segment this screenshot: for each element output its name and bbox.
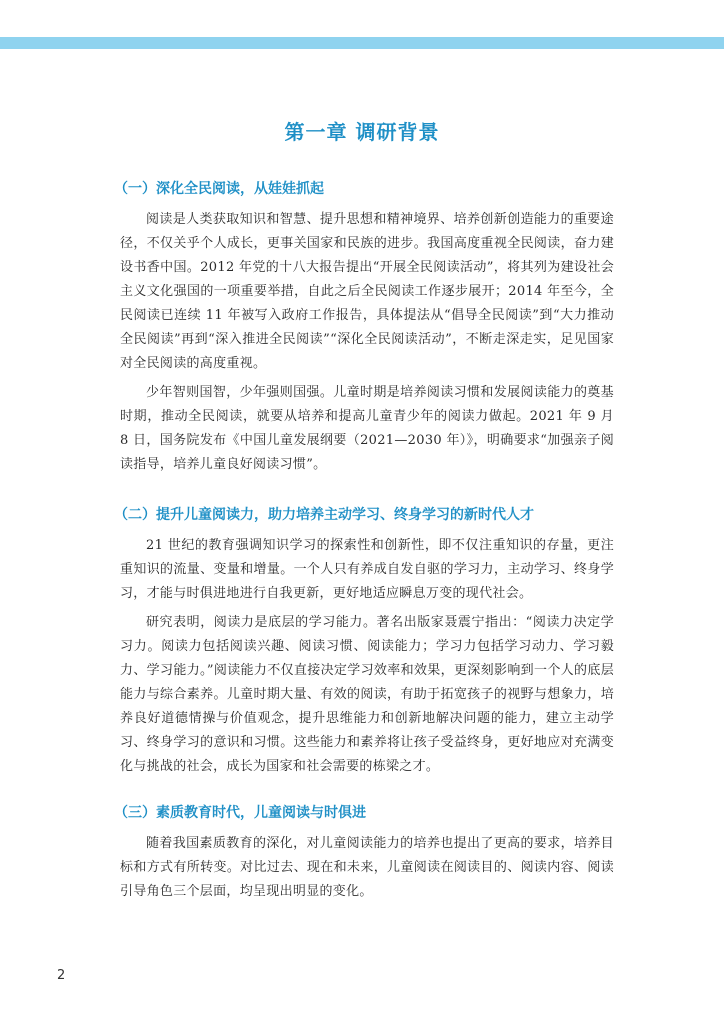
paragraph: 随着我国素质教育的深化，对儿童阅读能力的培养也提出了更高的要求，培养目标和方式有所转变。对比过去、现在和未来，儿童阅读在阅读目的、阅读内容、阅读引导角色三个层面，均呈现出明显的变化。 [120, 836, 614, 899]
paragraph: 阅读是人类获取知识和智慧、提升思想和精神境界、培养创新创造能力的重要途径，不仅关乎个人成长，更事关国家和民族的进步。我国高度重视全民阅读，奋力建设书香中国。2012 年党的十八大报告提出“开展全民阅读活动”，将其列为建设社会主义文化强国的一项重要举措，自此之后全民阅读工作逐步展开；2014 年至今，全民阅读已连续 11 年被写入政府工作报告，具体提法从“倡导全民阅读”到“大力推动全民阅读”再到“深入推进全民阅读”“深化全民阅读活动”，不断走深走实，足见国家对全民阅读的高度重视。 [120, 212, 614, 371]
section-heading: （一）深化全民阅读，从娃娃抓起 [114, 181, 324, 197]
section-2 [114, 505, 614, 784]
page-number: 2 [57, 968, 66, 983]
section-1 [114, 179, 614, 482]
header-color-band [0, 37, 724, 49]
section-heading: （三）素质教育时代，儿童阅读与时俱进 [114, 805, 366, 821]
chapter-title: 第一章 调研背景 [284, 120, 440, 144]
paragraph: 少年智则国智，少年强则国强。儿童时期是培养阅读习惯和发展阅读能力的奠基时期，推动全民阅读，就要从培养和提高儿童青少年的阅读力做起。2021 年 9 月 8 日，国务院发布《中国儿童发展纲要（2021—2030 年）》，明确要求“加强亲子阅读指导，培养儿童良好阅读习惯”。 [120, 385, 614, 472]
paragraph: 研究表明，阅读力是底层的学习能力。著名出版家聂震宁指出：“阅读力决定学习力。阅读力包括阅读兴趣、阅读习惯、阅读能力；学习力包括学习动力、学习毅力、学习能力。”阅读能力不仅直接决定学习效率和效果，更深刻影响到一个人的底层能力与综合素养。儿童时期大量、有效的阅读，有助于拓宽孩子的视野与想象力，培养良好道德情操与价值观念，提升思维能力和创新地解决问题的能力，建立主动学习、终身学习的意识和习惯。这些能力和素养将让孩子受益终身，更好地应对充满变化与挑战的社会，成长为国家和社会需要的栋梁之才。 [120, 615, 614, 774]
section-3 [114, 803, 614, 909]
section-heading: （二）提升儿童阅读力，助力培养主动学习、终身学习的新时代人才 [114, 507, 534, 523]
paragraph: 21 世纪的教育强调知识学习的探索性和创新性，即不仅注重知识的存量，更注重知识的流量、变量和增量。一个人只有养成自发自驱的学习力，主动学习、终身学习，才能与时俱进地进行自我更新，更好地适应瞬息万变的现代社会。 [120, 538, 614, 601]
